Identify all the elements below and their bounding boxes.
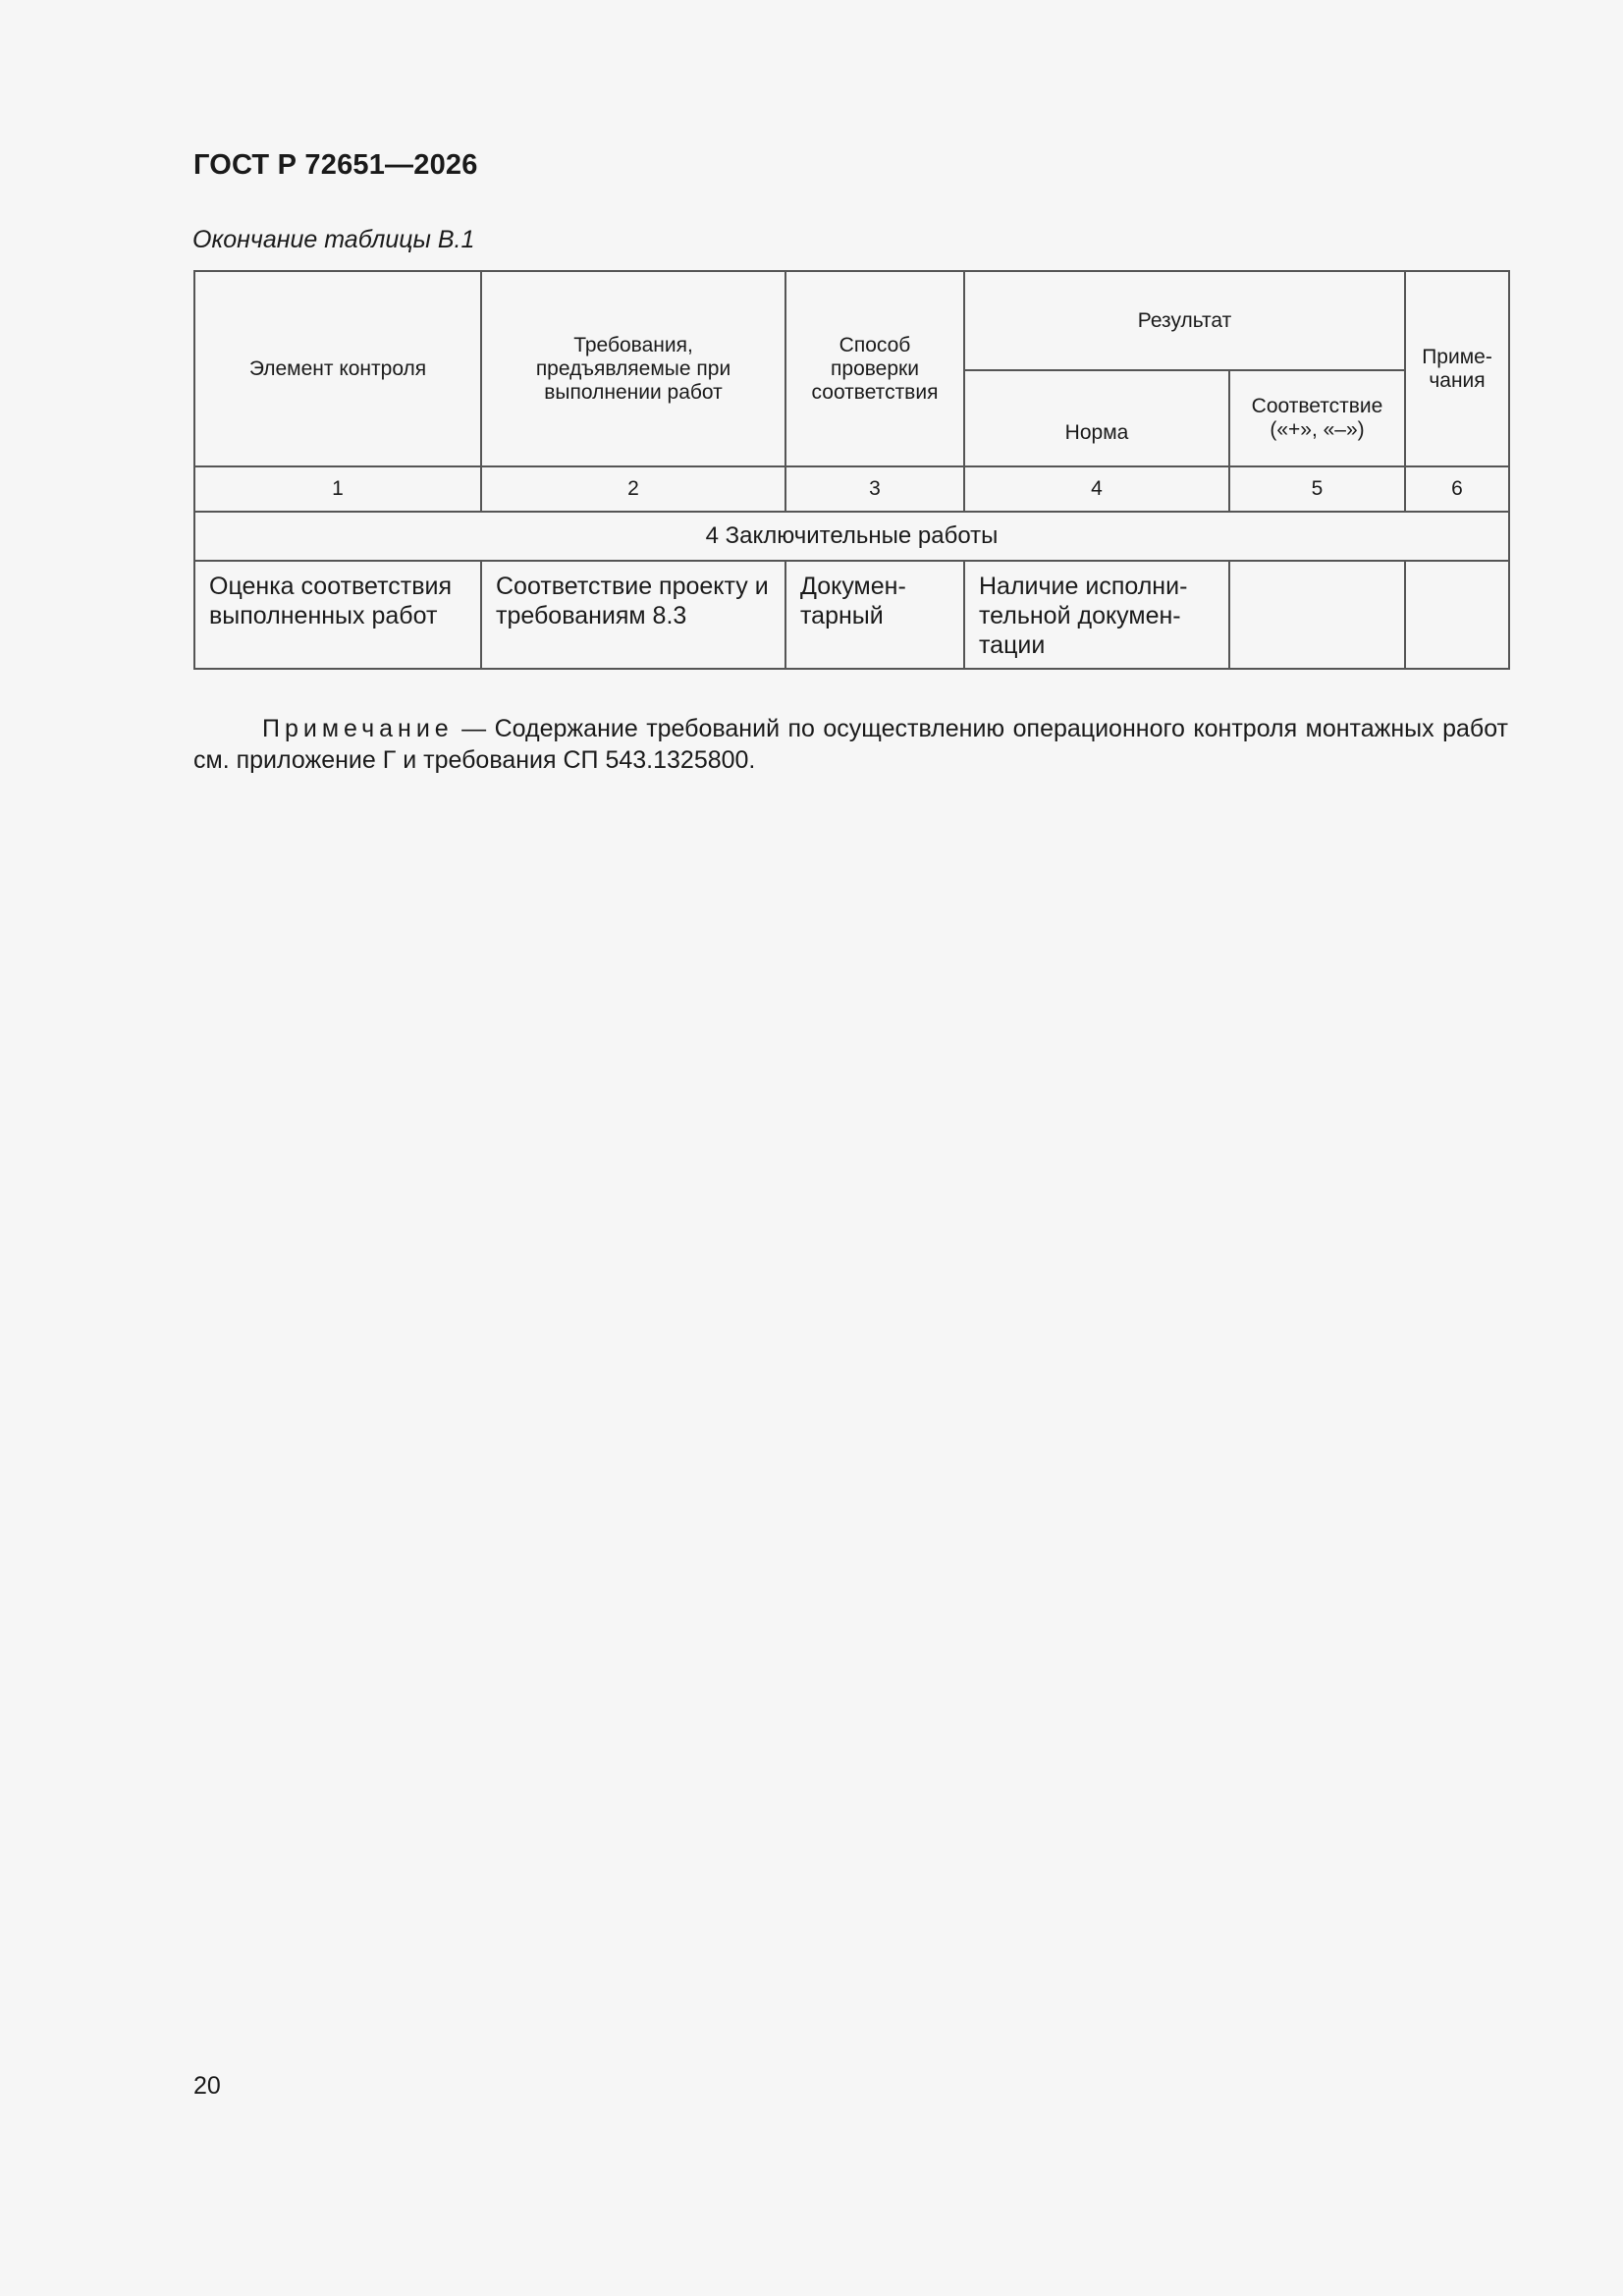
control-table	[193, 270, 1510, 670]
cell-method: Докумен-тарный	[785, 561, 964, 669]
page-number: 20	[193, 2072, 221, 2100]
table-note	[193, 713, 1508, 776]
header-control-element: Элемент контроля	[194, 271, 481, 466]
header-notes: Приме-чания	[1405, 271, 1509, 466]
table-row	[194, 561, 1509, 669]
section-row	[194, 512, 1509, 561]
column-number: 1	[194, 466, 481, 512]
column-number: 6	[1405, 466, 1509, 512]
section-title: 4 Заключительные работы	[194, 512, 1509, 561]
document-standard-id: ГОСТ Р 72651—2026	[193, 149, 478, 181]
column-number: 4	[964, 466, 1229, 512]
header-compliance: Соответствие («+», «–»)	[1229, 370, 1405, 466]
note-text: — Содержание требований по осуществлению операционного контроля монтажных работ см. приложение Г и требования СП 543.1325800.	[193, 715, 1508, 774]
cell-requirements: Соответствие проекту и требованиям 8.3	[481, 561, 785, 669]
header-norm: Норма	[964, 370, 1229, 466]
header-requirements: Требования, предъявляемые при выполнении работ	[481, 271, 785, 466]
cell-compliance	[1229, 561, 1405, 669]
cell-norm: Наличие исполни-тельной докумен-тации	[964, 561, 1229, 669]
column-numbers-row	[194, 466, 1509, 512]
header-check-method: Способ проверки соответствия	[785, 271, 964, 466]
column-number: 5	[1229, 466, 1405, 512]
column-number: 3	[785, 466, 964, 512]
header-result-group: Результат	[964, 271, 1405, 370]
cell-element: Оценка соответствия выполненных работ	[194, 561, 481, 669]
column-number: 2	[481, 466, 785, 512]
note-label: Примечание	[262, 715, 454, 742]
cell-notes	[1405, 561, 1509, 669]
table-caption: Окончание таблицы В.1	[192, 226, 475, 253]
